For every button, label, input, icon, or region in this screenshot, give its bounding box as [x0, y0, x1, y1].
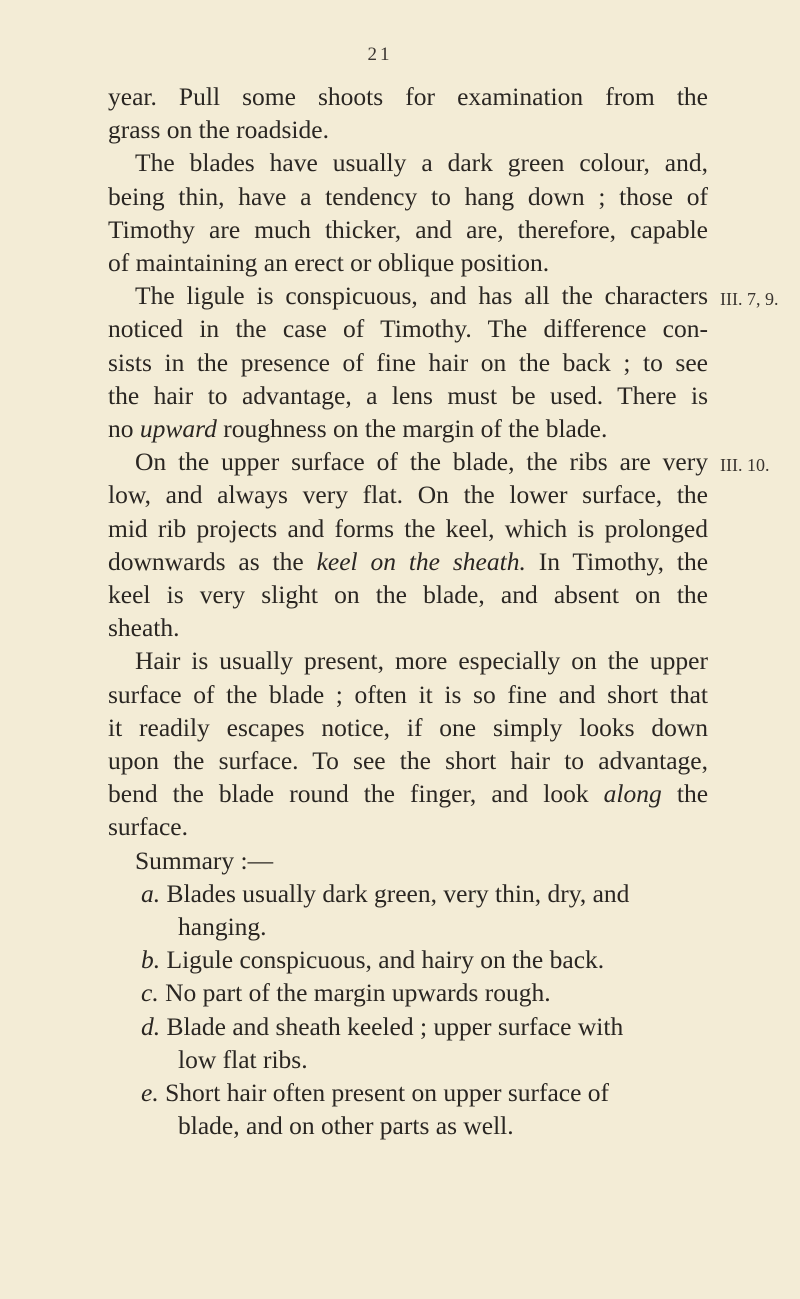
text-fragment: the [676, 779, 709, 809]
body-text [108, 80, 779, 1143]
text-fragment: bend the blade round the finger, and look [108, 779, 589, 809]
summary-item-d [108, 1010, 708, 1076]
paragraph-5 [108, 644, 708, 843]
italic-text: keel on the sheath. [316, 546, 526, 576]
italic-text: upward [139, 414, 217, 444]
text-line: The ligule is conspicuous, and has all the characters [135, 281, 708, 311]
summary-label: b. [141, 945, 161, 975]
text-line: sists in the presence of fine hair on the back ; to see [108, 347, 708, 377]
text-line: surface. [108, 812, 188, 842]
summary-text: blade, and on other parts as well. [178, 1111, 514, 1141]
summary-text: low flat ribs. [178, 1044, 308, 1074]
summary-label: d. [141, 1011, 161, 1041]
text-line: grass on the roadside. [108, 115, 329, 145]
summary-text: Blade and sheath keeled ; upper surface with [166, 1011, 624, 1041]
text-line [108, 777, 708, 810]
summary-item-e [108, 1076, 708, 1142]
text-line: year. Pull some shoots for examination from the [108, 82, 708, 111]
summary-text: Blades usually dark green, very thin, dry, and [166, 878, 630, 908]
summary-item-a [108, 877, 708, 943]
text-line: upon the surface. To see the short hair to advantage, [108, 746, 708, 776]
text-line: low, and always very flat. On the lower surface, the [108, 480, 708, 510]
text-line [108, 412, 708, 445]
summary-text: Ligule conspicuous, and hairy on the back. [166, 945, 605, 975]
summary-label: e. [141, 1078, 159, 1108]
text-line: Hair is usually present, more especially on the upper [135, 646, 708, 676]
text-line: keel is very slight on the blade, and absent on the [108, 580, 708, 610]
text-line: being thin, have a tendency to hang down ; those of [108, 181, 708, 211]
summary-text: No part of the margin upwards rough. [165, 978, 551, 1008]
summary-label: a. [141, 878, 161, 908]
summary-text: hanging. [178, 912, 267, 942]
text-line: the hair to advantage, a lens must be used. There is [108, 380, 708, 410]
text-line: On the upper surface of the blade, the ribs are very [135, 447, 708, 477]
summary-label: c. [141, 978, 159, 1008]
summary [108, 844, 708, 1143]
italic-text: along [603, 779, 662, 809]
page-number: 21 [367, 44, 393, 65]
text-fragment: roughness on the margin of the blade. [223, 414, 608, 444]
summary-item-b [108, 943, 708, 976]
paragraph-3 [108, 279, 779, 445]
paragraph-1 [108, 80, 708, 146]
text-line: The blades have usually a dark green colour, and, [135, 148, 708, 178]
text-line: surface of the blade ; often it is so fine and short that [108, 679, 708, 709]
text-line: Timothy are much thicker, and are, therefore, capable [108, 214, 708, 244]
text-line: sheath. [108, 613, 180, 643]
margin-reference: III. 7, 9. [720, 289, 779, 310]
text-fragment: downwards as the [108, 546, 304, 576]
text-line: noticed in the case of Timothy. The difference con- [108, 314, 708, 344]
text-line [108, 545, 708, 578]
margin-reference: III. 10. [720, 455, 770, 476]
summary-item-c [108, 976, 708, 1009]
text-line: it readily escapes notice, if one simply looks down [108, 712, 708, 742]
text-fragment: no [108, 414, 134, 444]
paragraph-2 [108, 146, 708, 279]
text-line: of maintaining an erect or oblique position. [108, 248, 550, 278]
paragraph-4 [108, 445, 770, 644]
text-line: mid rib projects and forms the keel, which is prolonged [108, 513, 708, 543]
text-fragment: In Timothy, the [538, 546, 709, 576]
summary-heading: Summary :— [135, 845, 274, 875]
summary-text: Short hair often present on upper surface of [165, 1078, 610, 1108]
